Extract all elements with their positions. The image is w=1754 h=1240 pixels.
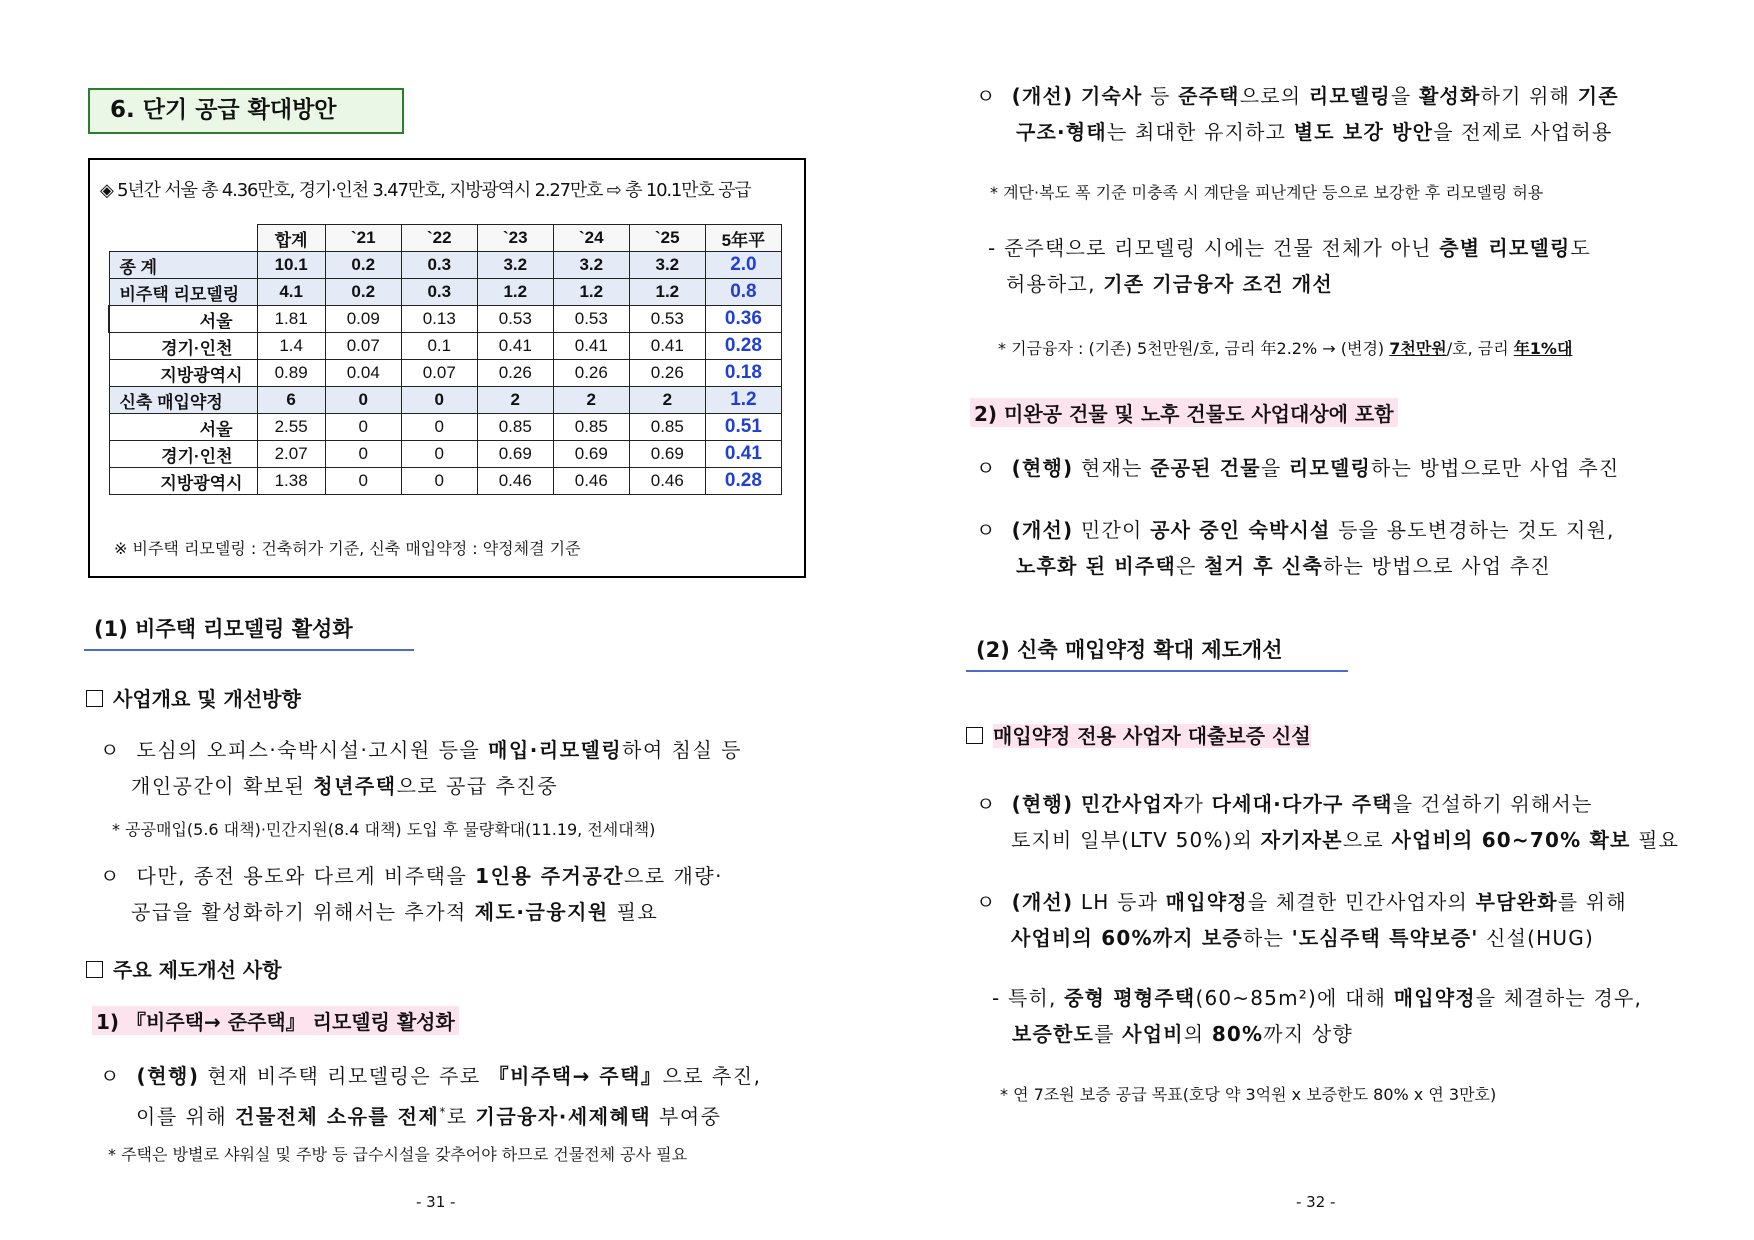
table-row <box>109 468 782 495</box>
item-2: 2) 미완공 건물 및 노후 건물도 사업대상에 포함 <box>970 398 1398 427</box>
page-number-left: - 31 - <box>416 1193 456 1211</box>
cell: 0.69 <box>629 441 705 468</box>
table-header: `22 <box>401 225 477 252</box>
cell: 0.41 <box>553 333 629 360</box>
cell: 0.46 <box>477 468 553 495</box>
note-1: * 공공매입(5.6 대책)·민간지원(8.4 대책) 도입 후 물량확대(11.19, 전세대책) <box>112 820 656 839</box>
cell: 0.26 <box>629 360 705 387</box>
cell: 6 <box>257 387 325 414</box>
cell: 0.89 <box>257 360 325 387</box>
cell: 0 <box>401 441 477 468</box>
cell: 0.41 <box>629 333 705 360</box>
row-label: 서울 <box>109 306 257 333</box>
right-paragraph-6-line-2: 사업비의 60%까지 보증하는 '도심주택 특약보증' 신설(HUG) <box>1011 926 1594 950</box>
right-note-3: * 연 7조원 보증 공급 목표(호당 약 3억원 x 보증한도 80% x 연 3만호) <box>1000 1085 1497 1104</box>
right-paragraph-6 <box>976 884 1627 956</box>
right-paragraph-2 <box>988 230 1591 302</box>
cell: 0.07 <box>325 333 401 360</box>
cell-avg: 0.8 <box>705 279 781 306</box>
table-header: 5年平 <box>705 225 781 252</box>
cell: 0.85 <box>477 414 553 441</box>
cell: 0.04 <box>325 360 401 387</box>
row-label: 경기·인천 <box>109 333 257 360</box>
cell: 0 <box>325 441 401 468</box>
right-paragraph-4-line-2: 노후화 된 비주택은 철거 후 신축하는 방법으로 사업 추진 <box>1016 554 1551 578</box>
table-row <box>109 387 782 414</box>
right-paragraph-3: ㅇ (현행) 현재는 준공된 건물을 리모델링하는 방법으로만 사업 추진 <box>976 456 1620 480</box>
row-label: 지방광역시 <box>109 360 257 387</box>
table-row <box>109 333 782 360</box>
paragraph-3 <box>100 1058 761 1135</box>
cell-avg: 1.2 <box>705 387 781 414</box>
cell: 0.26 <box>477 360 553 387</box>
cell: 0.46 <box>629 468 705 495</box>
right-paragraph-2-line-2: 허용하고, 기존 기금융자 조건 개선 <box>1006 272 1333 296</box>
item-1: 1) 『비주택→ 준주택』 리모델링 활성화 <box>92 1006 459 1035</box>
right-paragraph-1 <box>976 78 1619 150</box>
paragraph-2 <box>100 858 723 930</box>
heading-major-improvements: 주요 제도개선 사항 <box>86 954 282 983</box>
paragraph-3-line-2: 이를 위해 건물전체 소유를 전제*로 기금융자·세제혜택 부여중 <box>136 1104 722 1129</box>
cell: 0 <box>325 414 401 441</box>
cell: 0.13 <box>401 306 477 333</box>
right-paragraph-7-line-2: 보증한도를 사업비의 80%까지 상향 <box>1012 1022 1353 1046</box>
right-note-1: * 계단·복도 폭 기준 미충족 시 계단을 피난계단 등으로 보강한 후 리모델링 허용 <box>990 183 1544 202</box>
paragraph-1-line-1: ㅇ 도심의 오피스·숙박시설·고시원 등을 매입·리모델링하여 침실 등 <box>100 738 742 762</box>
cell: 0.53 <box>477 306 553 333</box>
row-label: 경기·인천 <box>109 441 257 468</box>
cell: 0 <box>401 387 477 414</box>
right-paragraph-4-line-1: ㅇ (개선) 민간이 공사 중인 숙박시설 등을 용도변경하는 것도 지원, <box>976 518 1615 542</box>
cell: 0 <box>401 414 477 441</box>
subsection-title-1: (1) 비주택 리모델링 활성화 <box>84 609 414 651</box>
note-2: * 주택은 방별로 샤워실 및 주방 등 급수시설을 갖추어야 하므로 건물전체 공사 필요 <box>108 1145 688 1164</box>
cell: 0.46 <box>553 468 629 495</box>
table-row <box>109 414 782 441</box>
heading-business-overview: 사업개요 및 개선방향 <box>86 683 301 712</box>
table-header: `24 <box>553 225 629 252</box>
table-row <box>109 441 782 468</box>
cell: 1.2 <box>553 279 629 306</box>
table-header: `25 <box>629 225 705 252</box>
cell: 0.69 <box>477 441 553 468</box>
cell: 0.3 <box>401 252 477 279</box>
cell-avg: 0.36 <box>705 306 781 333</box>
row-label: 종 계 <box>109 252 257 279</box>
cell: 0.53 <box>553 306 629 333</box>
row-label: 서울 <box>109 414 257 441</box>
row-label: 지방광역시 <box>109 468 257 495</box>
cell: 10.1 <box>257 252 325 279</box>
cell: 1.2 <box>477 279 553 306</box>
table-header-blank <box>109 225 257 252</box>
cell: 1.2 <box>629 279 705 306</box>
right-paragraph-5-line-2: 토지비 일부(LTV 50%)외 자기자본으로 사업비의 60~70% 확보 필요 <box>1011 828 1680 852</box>
cell: 0.07 <box>401 360 477 387</box>
square-bullet-icon <box>86 961 103 978</box>
cell: 0.3 <box>401 279 477 306</box>
right-paragraph-1-line-1: ㅇ (개선) 기숙사 등 준주택으로의 리모델링을 활성화하기 위해 기존 <box>976 84 1619 108</box>
cell: 0.1 <box>401 333 477 360</box>
row-label: 비주택 리모델링 <box>109 279 257 306</box>
cell: 2 <box>629 387 705 414</box>
table-row <box>109 306 782 333</box>
summary-text: ◈ 5년간 서울 총 4.36만호, 경기·인천 3.47만호, 지방광역시 2.27만호 ⇨ 총 10.1만호 공급 <box>100 180 751 201</box>
cell: 0.09 <box>325 306 401 333</box>
cell: 2 <box>553 387 629 414</box>
cell: 1.4 <box>257 333 325 360</box>
right-paragraph-2-line-1: - 준주택으로 리모델링 시에는 건물 전체가 아닌 층별 리모델링도 <box>988 236 1592 260</box>
supply-table <box>108 224 782 495</box>
right-paragraph-7-line-1: - 특히, 중형 평형주택(60~85m²)에 대해 매입약정을 체결하는 경우, <box>992 986 1643 1010</box>
table-header: `23 <box>477 225 553 252</box>
cell: 1.38 <box>257 468 325 495</box>
right-note-2: * 기금융자 : (기존) 5천만원/호, 금리 年2.2% → (변경) 7천만원/호, 금리 年1%대 <box>998 339 1573 358</box>
paragraph-2-line-1: ㅇ 다만, 종전 용도와 다르게 비주택을 1인용 주거공간으로 개량· <box>100 864 723 888</box>
right-paragraph-7 <box>992 980 1642 1052</box>
right-paragraph-4 <box>976 512 1615 584</box>
section-title: 6. 단기 공급 확대방안 <box>88 88 404 134</box>
cell-avg: 0.51 <box>705 414 781 441</box>
right-paragraph-1-line-2: 구조·형태는 최대한 유지하고 별도 보강 방안을 전제로 사업허용 <box>1016 120 1613 144</box>
subsection-title-2: (2) 신축 매입약정 확대 제도개선 <box>966 630 1348 672</box>
cell: 0.69 <box>553 441 629 468</box>
cell: 1.81 <box>257 306 325 333</box>
cell: 3.2 <box>629 252 705 279</box>
right-paragraph-5-line-1: ㅇ (현행) 민간사업자가 다세대·다가구 주택을 건설하기 위해서는 <box>976 792 1593 816</box>
table-header: `21 <box>325 225 401 252</box>
cell: 0 <box>401 468 477 495</box>
table-row <box>109 252 782 279</box>
paragraph-2-line-2: 공급을 활성화하기 위해서는 추가적 제도·금융지원 필요 <box>131 900 659 924</box>
cell: 0.85 <box>629 414 705 441</box>
cell: 0.85 <box>553 414 629 441</box>
cell: 3.2 <box>477 252 553 279</box>
table-row <box>109 279 782 306</box>
cell: 0.2 <box>325 252 401 279</box>
table-note: ※ 비주택 리모델링 : 건축허가 기준, 신축 매입약정 : 약정체결 기준 <box>114 539 581 558</box>
cell: 0.53 <box>629 306 705 333</box>
cell: 2.07 <box>257 441 325 468</box>
table-row <box>109 360 782 387</box>
cell: 0 <box>325 387 401 414</box>
cell: 2 <box>477 387 553 414</box>
cell: 0 <box>325 468 401 495</box>
paragraph-1 <box>100 732 742 804</box>
cell: 3.2 <box>553 252 629 279</box>
square-bullet-icon <box>966 727 983 744</box>
square-bullet-icon <box>86 690 103 707</box>
cell-avg: 0.28 <box>705 333 781 360</box>
right-paragraph-5 <box>976 786 1679 858</box>
right-paragraph-6-line-1: ㅇ (개선) LH 등과 매입약정을 체결한 민간사업자의 부담완화를 위해 <box>976 890 1627 914</box>
cell-avg: 2.0 <box>705 252 781 279</box>
cell-avg: 0.28 <box>705 468 781 495</box>
paragraph-1-line-2: 개인공간이 확보된 청년주택으로 공급 추진중 <box>131 774 559 798</box>
row-label: 신축 매입약정 <box>109 387 257 414</box>
cell-avg: 0.41 <box>705 441 781 468</box>
table-header: 합계 <box>257 225 325 252</box>
page-number-right: - 32 - <box>1296 1193 1336 1211</box>
cell: 2.55 <box>257 414 325 441</box>
cell: 0.41 <box>477 333 553 360</box>
heading-loan-guarantee: 매입약정 전용 사업자 대출보증 신설 <box>966 720 1311 749</box>
summary-box <box>88 158 806 578</box>
cell: 0.2 <box>325 279 401 306</box>
paragraph-3-line-1: ㅇ (현행) 현재 비주택 리모델링은 주로 『비주택→ 주택』으로 추진, <box>100 1064 762 1088</box>
cell-avg: 0.18 <box>705 360 781 387</box>
table-header-row <box>109 225 782 252</box>
cell: 0.26 <box>553 360 629 387</box>
cell: 4.1 <box>257 279 325 306</box>
